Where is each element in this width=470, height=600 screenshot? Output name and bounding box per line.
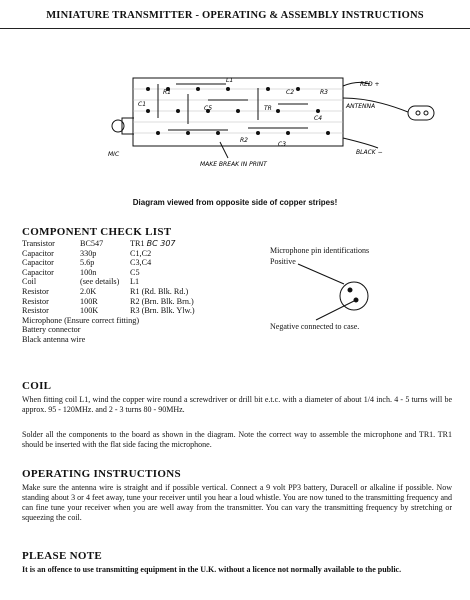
component-row: [22, 325, 220, 335]
operating-paragraph: Make sure the antenna wire is straight and if possible vertical. Connect a 9 volt PP3 battery, Duracell or alkaline if possible. Now standing about 3 or 4 feet away, tune your receiver until you hear a loud whistle. You are now tuned to the transmitting frequency and can fine tune your receiver when you are well away from the transmitter. You can vary the transmitting frequency by stretching or squeezing the coil.: [22, 483, 452, 522]
mic-positive-label: Positive: [270, 257, 296, 266]
label-c4: C4: [314, 115, 323, 122]
component-value: BC547: [80, 239, 104, 248]
label-black-lead: BLACK −: [356, 149, 383, 156]
label-c3: C3: [278, 141, 287, 148]
label-r2: R2: [240, 137, 248, 144]
component-ref: R1 (Rd. Blk. Rd.): [130, 286, 189, 296]
component-value: 100n: [80, 267, 97, 277]
component-ref: C3,C4: [130, 258, 152, 268]
component-row: [22, 287, 220, 297]
component-row: [22, 316, 220, 326]
component-check-list-heading: COMPONENT CHECK LIST: [22, 226, 172, 238]
title-rule: [0, 28, 470, 29]
label-c1: C1: [138, 101, 147, 108]
component-extra: Black antenna wire: [22, 334, 86, 344]
component-ref: L1: [130, 277, 140, 287]
component-ref: C5: [130, 267, 140, 277]
component-row: [22, 306, 220, 316]
mic-pin-title: Microphone pin identifications: [270, 246, 370, 255]
please-note-heading: PLEASE NOTE: [22, 550, 103, 562]
page-title: MINIATURE TRANSMITTER - OPERATING & ASSEMBLY INSTRUCTIONS: [46, 10, 424, 21]
component-ref: R2 (Brn. Blk. Brn.): [130, 296, 194, 306]
component-value: 330p: [80, 248, 97, 258]
component-value: 5.6p: [80, 258, 95, 268]
component-name: Capacitor: [22, 248, 54, 258]
label-c2: C2: [286, 89, 295, 96]
component-extra: Battery connector: [22, 325, 81, 335]
component-value: 100R: [80, 296, 98, 306]
component-name: Resistor: [22, 286, 49, 296]
label-l1: L1: [226, 77, 234, 84]
diagram-caption: Diagram viewed from opposite side of copper stripes!: [132, 198, 338, 207]
please-note-paragraph: It is an offence to use transmitting equipment in the U.K. without a licence not normally available to the public.: [22, 565, 402, 574]
mic-pin-drawing: [290, 260, 380, 326]
component-name: Coil: [22, 277, 37, 287]
component-row: [22, 258, 220, 268]
operating-heading: OPERATING INSTRUCTIONS: [22, 468, 181, 480]
component-ref: R3 (Brn. Blk. Ylw.): [130, 306, 195, 316]
component-ref: [130, 239, 220, 249]
component-name: Resistor: [22, 296, 49, 306]
component-row: [22, 335, 220, 345]
component-name: Capacitor: [22, 267, 54, 277]
component-value: (see details): [80, 277, 120, 287]
component-ref: C1,C2: [130, 248, 152, 258]
label-c5: C5: [204, 105, 213, 112]
component-ref-text: TR1: [130, 239, 145, 248]
label-antenna: ANTENNA: [346, 103, 376, 110]
component-name: Capacitor: [22, 258, 54, 268]
component-extra: Microphone (Ensure correct fitting): [22, 315, 140, 325]
mic-negative-label: Negative connected to case.: [270, 322, 360, 331]
component-value: 100K: [80, 306, 99, 316]
handwritten-note: BC 307: [146, 239, 176, 248]
component-name: Resistor: [22, 306, 49, 316]
component-row: [22, 277, 220, 287]
label-tr: TR: [264, 105, 272, 112]
coil-paragraph: When fitting coil L1, wind the copper wire round a screwdriver or drill bit e.t.c. with a diameter of about 1/4 inch. 4 - 5 turns will be approx. 95 - 120MHz. and 2 - 3 turns 80 - 90MHz.: [22, 395, 452, 414]
label-r3: R3: [320, 89, 328, 96]
component-value: 2.0K: [80, 286, 97, 296]
coil-heading: COIL: [22, 380, 52, 392]
component-name: Transistor: [22, 239, 55, 248]
label-make-break: MAKE BREAK IN PRINT: [200, 161, 267, 168]
component-row: [22, 239, 220, 249]
assembly-paragraph: Solder all the components to the board as shown in the diagram. Note the correct way to assemble the microphone and TR1. TR1 should be inserted with the flat side facing the microphone.: [22, 430, 452, 449]
component-row: [22, 268, 220, 278]
component-table: [22, 239, 220, 345]
component-row: [22, 249, 220, 259]
label-red-lead: RED +: [360, 81, 380, 88]
component-row: [22, 297, 220, 307]
label-mic: MIC: [108, 151, 120, 158]
circuit-diagram: [108, 58, 438, 174]
label-r1: R1: [163, 89, 171, 96]
